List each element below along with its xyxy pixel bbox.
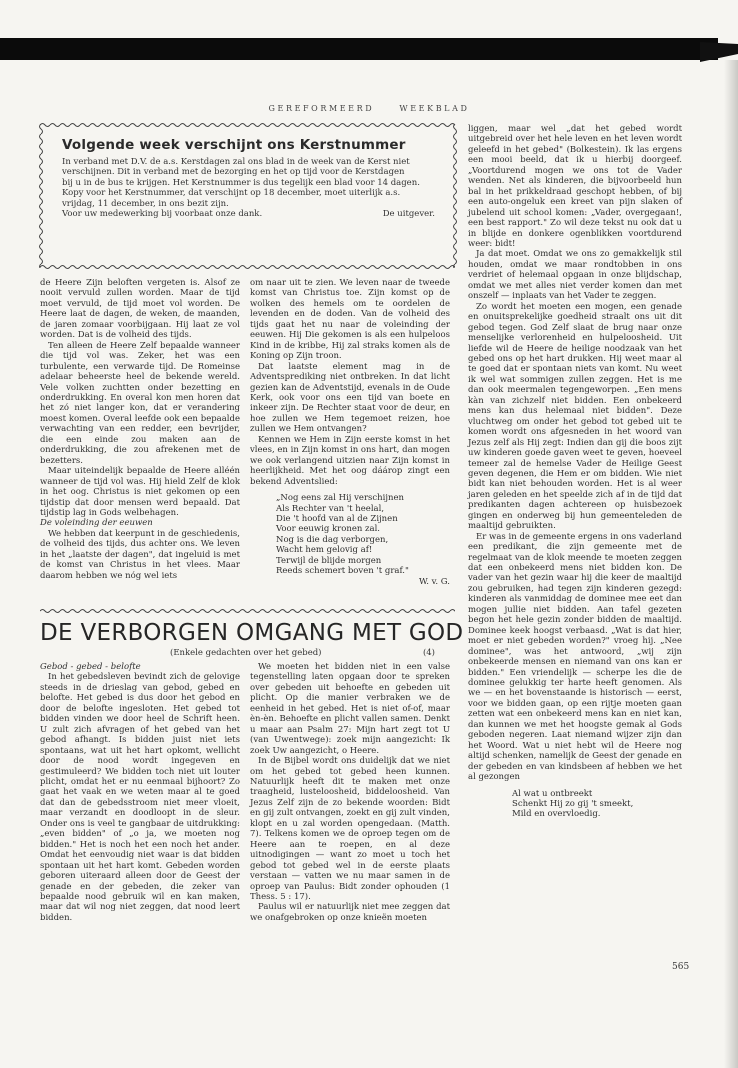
middle-column-top: [250, 278, 450, 587]
notice-border-right: [452, 124, 458, 268]
notice-line: verschijnen. Dit in verband met de bezorging en het op tijd voor de Kerstdagen: [62, 167, 405, 178]
poem-line: „Nog eens zal Hij verschijnen: [276, 493, 404, 504]
scan-edge-shadow: [724, 60, 738, 1068]
scan-top-black-bar: [0, 38, 718, 60]
stanza-line: Schenkt Hij zo gij 't smeekt,: [512, 799, 634, 809]
notice-border-bottom: [40, 264, 455, 270]
left-column-bottom: [40, 662, 240, 923]
stanza-line: Al wat u ontbreekt: [512, 788, 593, 799]
notice-body: [62, 157, 435, 220]
poem-line: Nog is die dag verborgen,: [276, 534, 389, 545]
poem-line: Als Rechter van 't heelal,: [276, 503, 385, 514]
hymn-stanza: [512, 789, 682, 820]
poem-line: Reeds schemert boven 't graf.": [276, 566, 409, 577]
paragraph: om naar uit te zien. We leven naar de tweede komst van Christus toe. Zijn komst op de wolken des hemels om te oordelen de levenden en de doden. Van de volheid des tijds gaat het nu naar de voleinding der eeuwen. Hij Die gekomen is als een hulpeloos Kind in de kribbe, Hij zal straks komen als de Koning op Zijn troon.: [250, 278, 450, 362]
poem-author: W. v. G.: [418, 576, 450, 587]
paragraph: Paulus wil er natuurlijk niet mee zeggen dat we onafgebroken op onze knieën moeten: [250, 902, 450, 923]
header-right: WEEKBLAD: [399, 104, 470, 113]
paragraph: We hebben dat keerpunt in de geschiedenis, de volheid des tijds, dus achter ons. We leven in het „laatste der dagen", dat ingeluid is met de komst van Christus in het vlees. Maar daarom hebben we nóg wel iets: [40, 528, 240, 581]
stanza-line: Mild en overvloedig.: [512, 809, 601, 820]
advent-poem: [276, 493, 450, 587]
notice-line: vrijdag, 11 december, in ons bezit zijn.: [62, 198, 229, 209]
notice-border-top: [40, 122, 455, 128]
article-subtitle: (Enkele gedachten over het gebed): [170, 648, 322, 658]
paragraph: Kennen we Hem in Zijn eerste komst in het vlees, en in Zijn komst in ons hart, dan mogen we ook verlangend uitzien naar Zijn komst in heerlijkheid. Met het oog dáárop zingt een bekend Adventslied:: [250, 434, 450, 487]
paragraph: liggen, maar wel „dat het gebed wordt uitgebreid over het hele leven en het leven wordt geleefd in het gebed" (Bolkestein). Ik las ergens een mooi beeld, dat ik u hierbij doorgeef. „Voortdurend mogen we ons tot de Vader wenden. Net als kinderen, die bijvoorbeeld hun bal in het prikkeldraad geschopt hebben, of bij een auto-ongeluk een kreet van pijn slaken of jubelend uit school komen: „Vader, overgegaan!, een best rapport." Zo wil deze tekst nu ook dat u in blijde en donkere ogenblikken voortdurend weer: bidt!: [468, 124, 682, 249]
running-header: [0, 104, 738, 113]
notice-line: Kopy voor het Kerstnummer, dat verschijnt op 18 december, moet uiterlijk a.s.: [62, 188, 401, 199]
left-column-top: [40, 278, 240, 581]
article-separator: [40, 608, 455, 614]
notice-title: Volgende week verschijnt ons Kerstnummer: [62, 137, 406, 153]
notice-thanks: Voor uw medewerking bij voorbaat onze dank.: [62, 209, 263, 220]
paragraph: Ten alleen de Heere Zelf bepaalde wanneer die tijd vol was. Zeker, het was een turbulente, een verwarde tijd. De Romeinse adelaar beheerste heel de bekende wereld. Vele volken zuchtten onder bezetting en onderdrukking. En overal kon men horen dat het zó niet langer kon, dat er verandering moest komen. Overal leefde ook een bepaalde verwachting van een redder, een bevrijder, die een einde zou maken aan de onderdrukking, die zou afrekenen met de bezetters.: [40, 340, 240, 466]
poem-line: Wacht hem gelovig af!: [276, 545, 373, 556]
paragraph: Maar uiteindelijk bepaalde de Heere alléén wanneer de tijd vol was. Hij hield Zelf de klok in het oog. Christus is niet gekomen op een tijdstip dat door mensen werd bepaald. Dat tijdstip lag in Gods welbehagen.: [40, 466, 240, 518]
paragraph: Ja dat moet. Omdat we ons zo gemakkelijk stil houden, omdat we maar rondtobben in ons verdriet of helemaal opgaan in onze blijdschap, omdat we met alles niet verder komen dan met onszelf — inplaats van het Vader te zeggen.: [468, 249, 682, 302]
poem-line: Terwijl de blijde morgen: [276, 555, 382, 566]
paragraph: In het gebedsleven bevindt zich de gelovige steeds in de drieslag van gebod, gebed en belofte. Het gebed is dus door het gebod en door de belofte ingesloten. Het gebed tot bidden vinden we door heel de Schrift heen. U zult zich afvragen of het gebed van het gebod afhangt. Is bidden juist niet iets spontaans, wat uit het hart opkomt, wellicht door de nood wordt ingegeven en gestimuleerd? We bidden toch niet uit louter plicht, omdat het er nu eenmaal bijhoort? Zo gaat het vaak en we weten maar al te goed dat dan de gebedsstroom niet meer vloeit, maar verzandt en doodloopt in de sleur. Onder ons is veel te gangbaar de uitdrukking: „even bidden" of „o ja, we moeten nog bidden." Het is noch het een noch het ander. Omdat het eenvoudig niet waar is dat bidden spontaan uit het hart komt. Gebeden worden geboren uiteraard alleen door de Geest der genade en der gebeden, die zeker van bepaalde nood gebruik wil en kan maken, maar dat wil nog niet zeggen, dat nood leert bidden.: [40, 672, 240, 923]
poem-line: Die 't hoofd van al de Zijnen: [276, 513, 398, 524]
paragraph: Dat laatste element mag in de Adventsprediking niet ontbreken. In dat licht gezien kan de Adventstijd, evenals in de Oude Kerk, ook voor ons een tijd van boete en inkeer zijn. De Rechter staat voor de deur, en hoe zullen we Hem tegemoet reizen, hoe zullen we Hem ontvangen?: [250, 361, 450, 435]
paragraph: In de Bijbel wordt ons duidelijk dat we niet om het gebed tot gebed heen kunnen. Natuurlijk heeft dit te maken met onze traagheid, lusteloosheid, biddeloosheid. Van Jezus Zelf zijn de zo bekende woorden: Bidt en gij zult ontvangen, zoekt en gij zult vinden, klopt en u zal worden opengedaan. (Matth. 7). Telkens komen we de oproep tegen om de Heere aan te roepen, en al deze uitnodigingen — want zo moet u toch het gebod tot gebed wel in de eerste plaats verstaan — vatten we nu maar samen in de oproep van Paulus: Bidt zonder ophouden (1 Thess. 5 : 17).: [250, 756, 450, 902]
paragraph: Er was in de gemeente ergens in ons vaderland een predikant, die zijn gemeente met de regelmaat van de klok meende te moeten zeggen dat een onbekeerd mens niet bidden kon. De vader van het gezin waar hij die keer de maaltijd zou gebruiken, had tegen zijn kinderen gezegd: kinderen als vanmiddag de dominee mee eet dan mogen jullie niet bidden. Aan tafel gezeten begon het hele gezin zonder bidden de maaltijd. Dominee keek hoogst verbaasd. „Wat is dat hier, moet er niet gebeden worden?" vroeg hij. „Nee dominee", was het antwoord, „wij zijn onbekeerde mensen en niemand van ons kan er bidden." Een vriendelijk — scherpe les die de dominee gelukkig ter harte heeft genomen. Als we — en het bovenstaande is historisch — eerst, voor we bidden gaan, op een rijtje moeten gaan zetten wat een onbekeerd mens kan en niet kan, dan kunnen we met het hoogste gemak al Gods geboden negeren. Laat niemand wijzer zijn dan het Woord. Wat u niet hebt wil de Heere nog altijd schenken, namelijk de Geest der genade en der gebeden en van kindsbeen af hebben we het al gezongen: [468, 531, 682, 783]
paragraph: We moeten het bidden niet in een valse tegenstelling laten opgaan door te spreken over gebeden uit behoefte en gebeden uit plicht. Op die manier verbraken we de eenheid in het gebed. Het is niet of-of, maar èn-èn. Behoefte en plicht vallen samen. Denkt u maar aan Psalm 27: Mijn hart zegt tot U (van Uwentwege): zoek mijn aangezicht: Ik zoek Uw aangezicht, o Heere.: [250, 662, 450, 756]
scan-corner-shadow: [700, 42, 738, 62]
middle-column-bottom: [250, 662, 450, 923]
right-column: [468, 124, 682, 820]
notice-last-line: [62, 209, 435, 219]
subheading: De voleinding der eeuwen: [40, 518, 153, 529]
article-part-number: (4): [422, 648, 435, 658]
notice-signature: De uitgever.: [382, 209, 435, 220]
subheading: Gebod - gebed - belofte: [40, 662, 141, 672]
article-title: DE VERBORGEN OMGANG MET GOD: [40, 620, 464, 646]
notice-border-left: [38, 124, 44, 268]
article-subtitle-row: [170, 648, 435, 658]
notice-line: bij u in de bus te krijgen. Het Kerstnummer is dus tegelijk een blad voor 14 dagen.: [62, 177, 420, 188]
paragraph: de Heere Zijn beloften vergeten is. Alsof ze nooit vervuld zullen worden. Maar de tijd moet vervuld, de tijd moet vol worden. De Heere laat de dagen, de weken, de maanden, de jaren zomaar voorbijgaan. Hij laat ze vol worden. Dat is de volheid des tijds.: [40, 278, 240, 341]
notice-line: In verband met D.V. de a.s. Kerstdagen zal ons blad in de week van de Kerst niet: [62, 157, 410, 167]
page-number: 565: [672, 962, 690, 972]
paragraph: Zo wordt het moeten een mogen, een genade en onuitsprekelijke goedheid straalt ons uit dit gebod tegen. God Zelf slaat de brug naar onze menselijke verlorenheid en hulpeloosheid. Uit liefde wil de Heere de heilige noodzaak van het gebed ons op het hart drukken. Hij weet maar al te goed dat er spontaan niets van komt. Nu weet ik wel wat sommigen zullen zeggen. Het is me dan ook meermalen tegengeworpen. „Een mens kàn van zichzelf niet bidden. Een onbekeerd mens kan dus helemaal niet bidden". Deze vluchtweg om onder het gebod tot gebed uit te komen wordt ons afgesneden in het woord van Jezus zelf als Hij zegt: Indien dan gij die boos zijt uw kinderen goede gaven weet te geven, hoeveel temeer zal de hemelse Vader de Heilige Geest geven degenen, die Hem er om bidden. Wie niet bidt kan niet behouden worden. Het is al weer jaren geleden en het speelde zich af in de tijd dat predikanten dagen achtereen op huisbezoek gingen en onderweg bij hun gemeenteleden de maaltijd gebruikten.: [468, 301, 682, 532]
poem-line: Voor eeuwig kronen zal.: [276, 524, 381, 535]
header-left: GEREFORMEERD: [268, 104, 375, 113]
